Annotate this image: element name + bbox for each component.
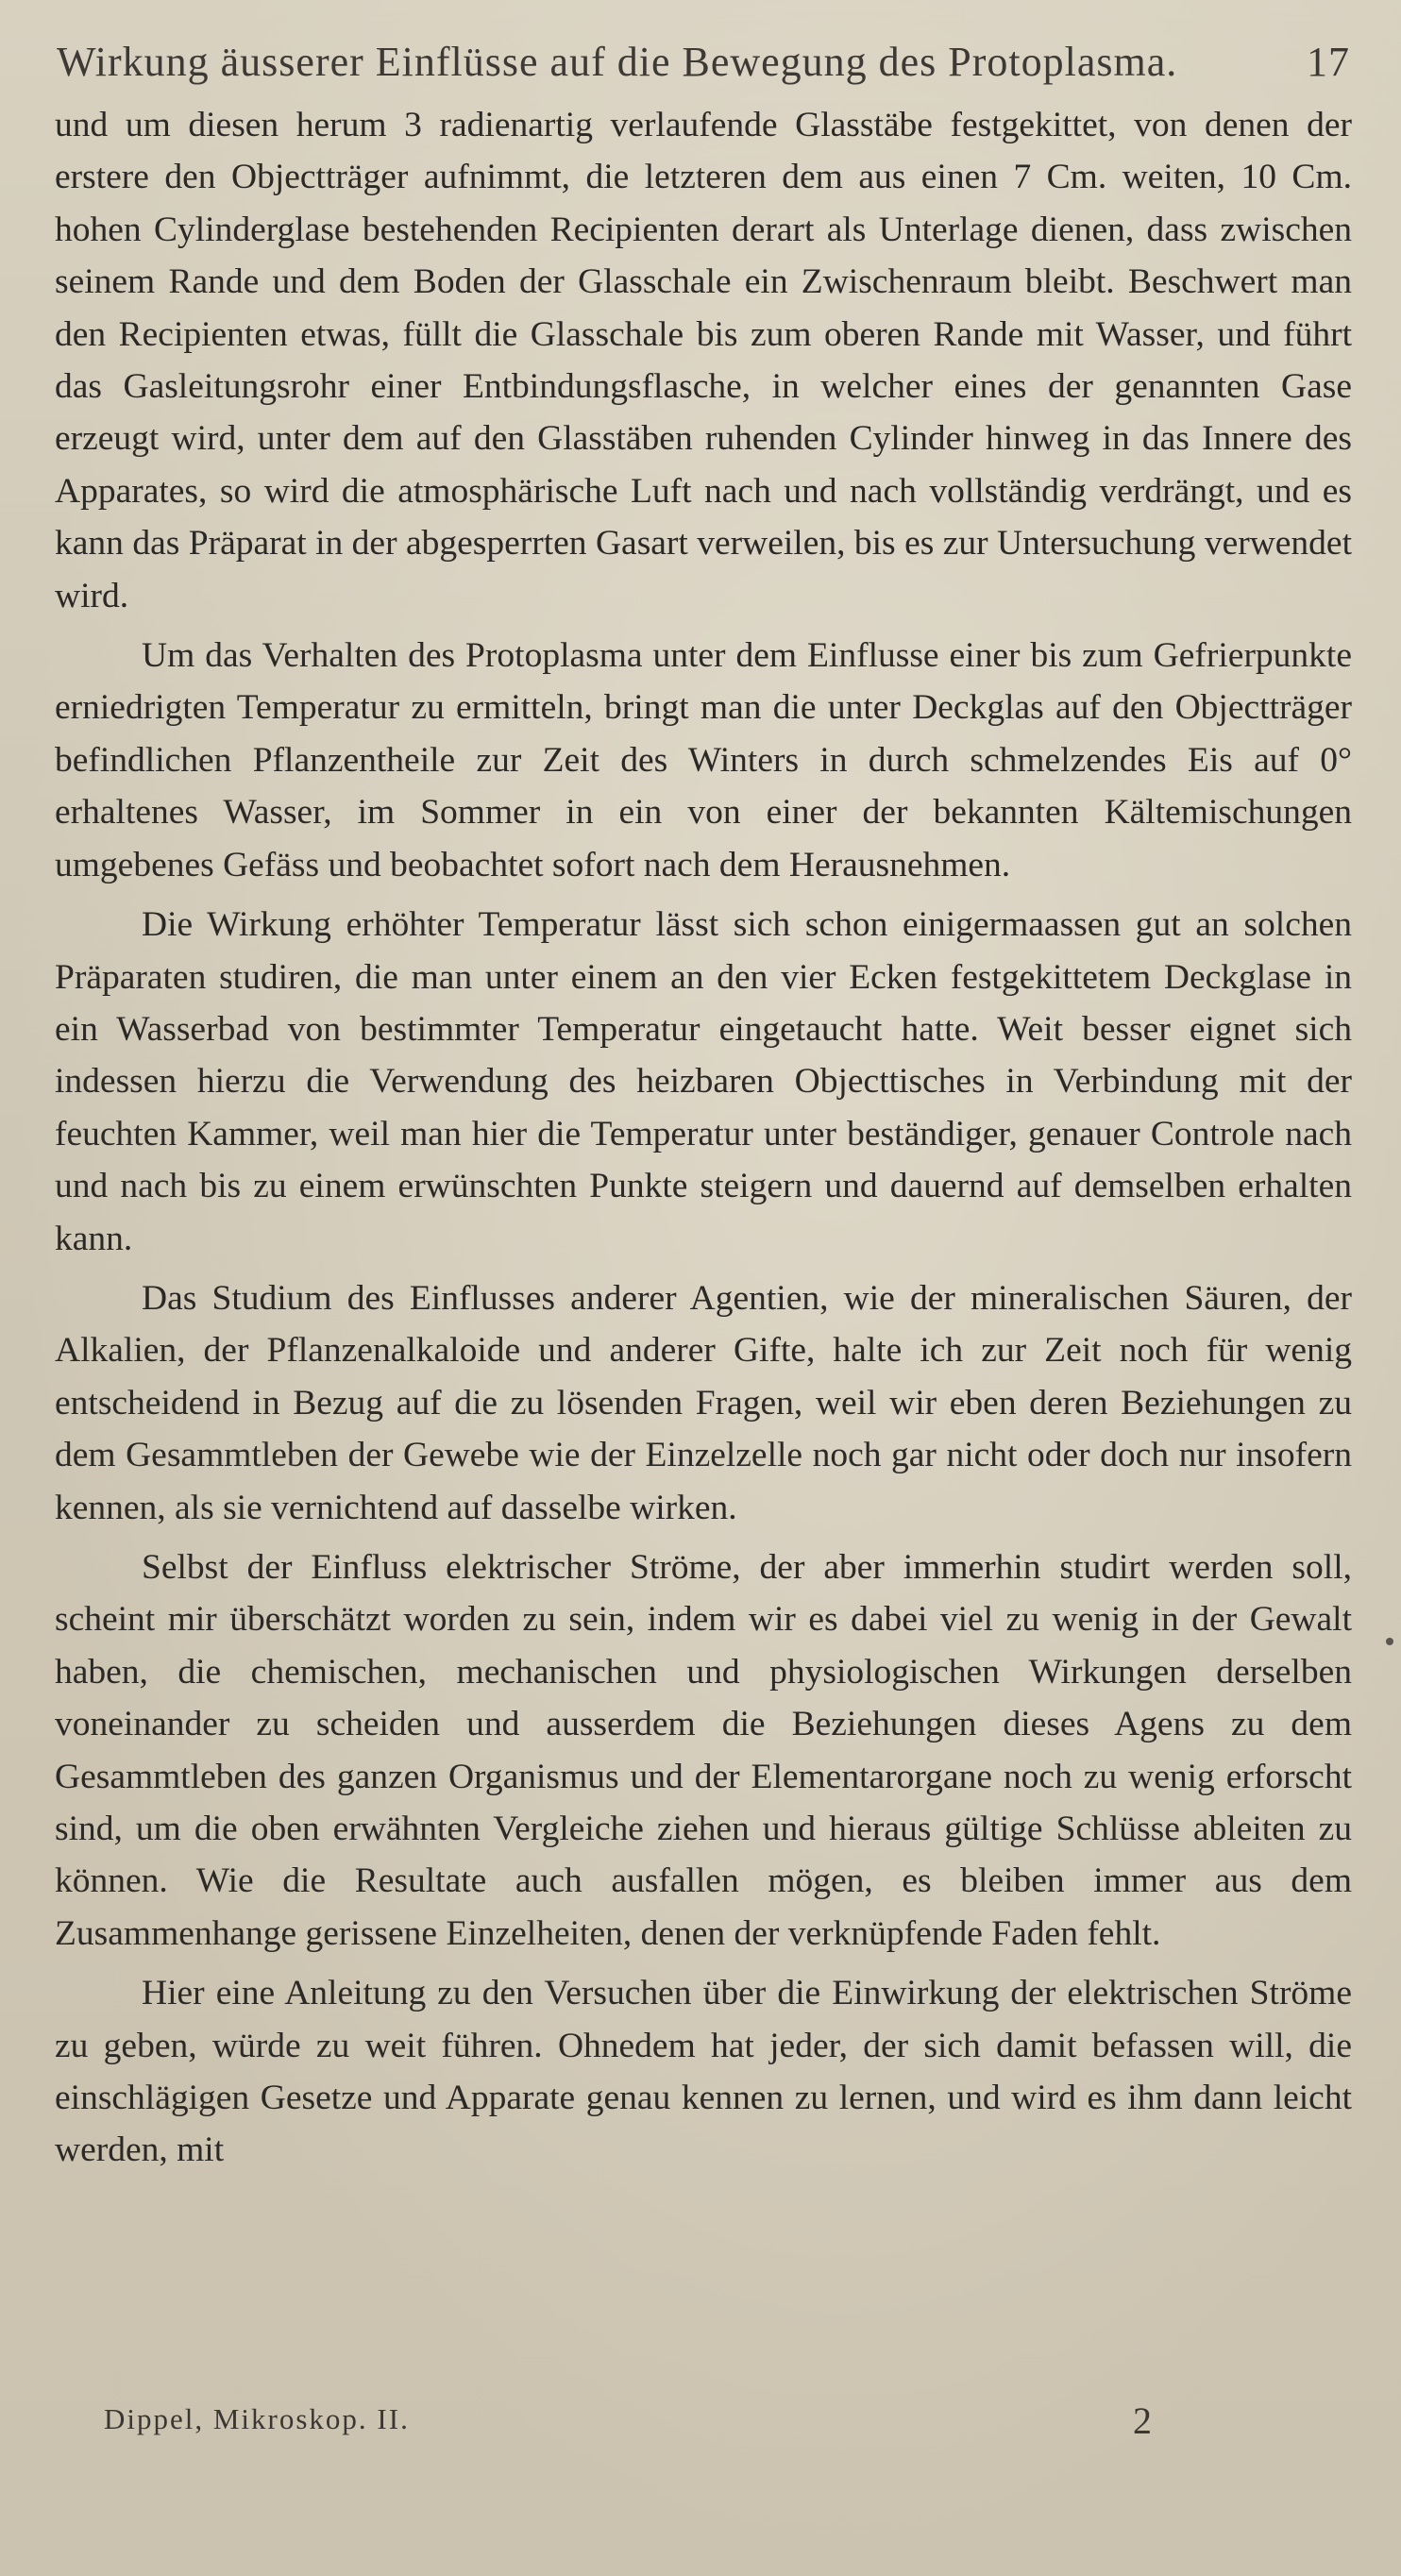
sheet-number: 2 bbox=[1133, 2399, 1152, 2442]
printer-signature: Dippel, Mikroskop. II. bbox=[104, 2402, 410, 2435]
paragraph-freezing: Um das Verhalten des Protoplasma unter dem Einflusse einer bis zum Gefrierpunkte erniedrigten Temperatur zu ermitteln, bringt man die unter Deckglas auf den Objectträger befindlichen Pflanzentheile zur Zeit des Winters in durch schmelzendes Eis auf 0° erhaltenes Wasser, im Sommer in ein von einer der bekannten Kältemischungen umgebenes Gefäss und beobachtet sofort nach dem Herausnehmen. bbox=[55, 636, 1352, 884]
body-text bbox=[55, 99, 1352, 2177]
paragraph-instructions: Hier eine Anleitung zu den Versuchen über die Einwirkung der elektrischen Ströme zu geben, würde zu weit führen. Ohnedem hat jeder, der sich damit befassen will, die einschlägigen Gesetze und Apparate genau kennen zu lernen, und wird es ihm dann leicht werden, mit bbox=[55, 1974, 1352, 2170]
paragraph-continued: und um diesen herum 3 radienartig verlaufende Glasstäbe festgekittet, von denen der erstere den Objectträger aufnimmt, die letzteren dem aus einen 7 Cm. weiten, 10 Cm. hohen Cylinderglase bestehenden Recipienten derart als Unterlage dienen, dass zwischen seinem Rande und dem Boden der Glasschale ein Zwischenraum bleibt. Beschwert man den Recipienten etwas, füllt die Glasschale bis zum oberen Rande mit Wasser, und führt das Gasleitungsrohr einer Entbindungsflasche, in welcher eines der genannten Gase erzeugt wird, unter dem auf den Glasstäben ruhenden Cylinder hinweg in das Innere des Apparates, so wird die atmosphärische Luft nach und nach vollständig verdrängt, und es kann das Präparat in der abgesperrten Gasart verweilen, bis es zur Untersuchung verwendet wird. bbox=[55, 106, 1352, 615]
running-title: Wirkung äusserer Einflüsse auf die Bewegung des Protoplasma. bbox=[57, 39, 1178, 85]
running-header bbox=[57, 38, 1350, 94]
paragraph-electric-currents: Selbst der Einfluss elektrischer Ströme, der aber immerhin studirt werden soll, scheint mir überschätzt worden zu sein, indem wir es dabei viel zu wenig in der Gewalt haben, die chemischen, mechanischen und physiologischen Wirkungen derselben voneinander zu scheiden und ausserdem die Beziehungen dieses Agens zu dem Gesammtleben des ganzen Organismus und der Elementarorgane noch zu wenig erforscht sind, um die oben erwähnten Vergleiche ziehen und hieraus gültige Schlüsse ableiten zu können. Wie die Resultate auch ausfallen mögen, es bleiben immer aus dem Zusammenhange gerissene Einzelheiten, denen der verknüpfende Faden fehlt. bbox=[55, 1547, 1352, 1953]
paragraph-temperature: Die Wirkung erhöhter Temperatur lässt sich schon einigermaassen gut an solchen Präparaten studiren, die man unter einem an den vier Ecken festgekittetem Deckglase in ein Wasserbad von bestimmter Temperatur eingetaucht hatte. Weit besser eignet sich indessen hierzu die Verwendung des heizbaren Objecttisches in Verbindung mit der feuchten Kammer, weil man hier die Temperatur unter beständiger, genauer Controle nach und nach bis zu einem erwünschten Punkte steigern und dauernd auf demselben erhalten kann. bbox=[55, 905, 1352, 1258]
page-number: 17 bbox=[1307, 39, 1350, 85]
ink-speck bbox=[1386, 1638, 1393, 1645]
page-footer bbox=[104, 2399, 1161, 2450]
paragraph-agents: Das Studium des Einflusses anderer Agentien, wie der mineralischen Säuren, der Alkalien, der Pflanzenalkaloide und anderer Gifte, halte ich zur Zeit noch für wenig entscheidend in Bezug auf die zu lösenden Fragen, weil wir eben deren Beziehungen zu dem Gesammtleben der Gewebe wie der Einzelzelle noch gar nicht oder doch nur insofern kennen, als sie vernichtend auf dasselbe wirken. bbox=[55, 1278, 1352, 1527]
